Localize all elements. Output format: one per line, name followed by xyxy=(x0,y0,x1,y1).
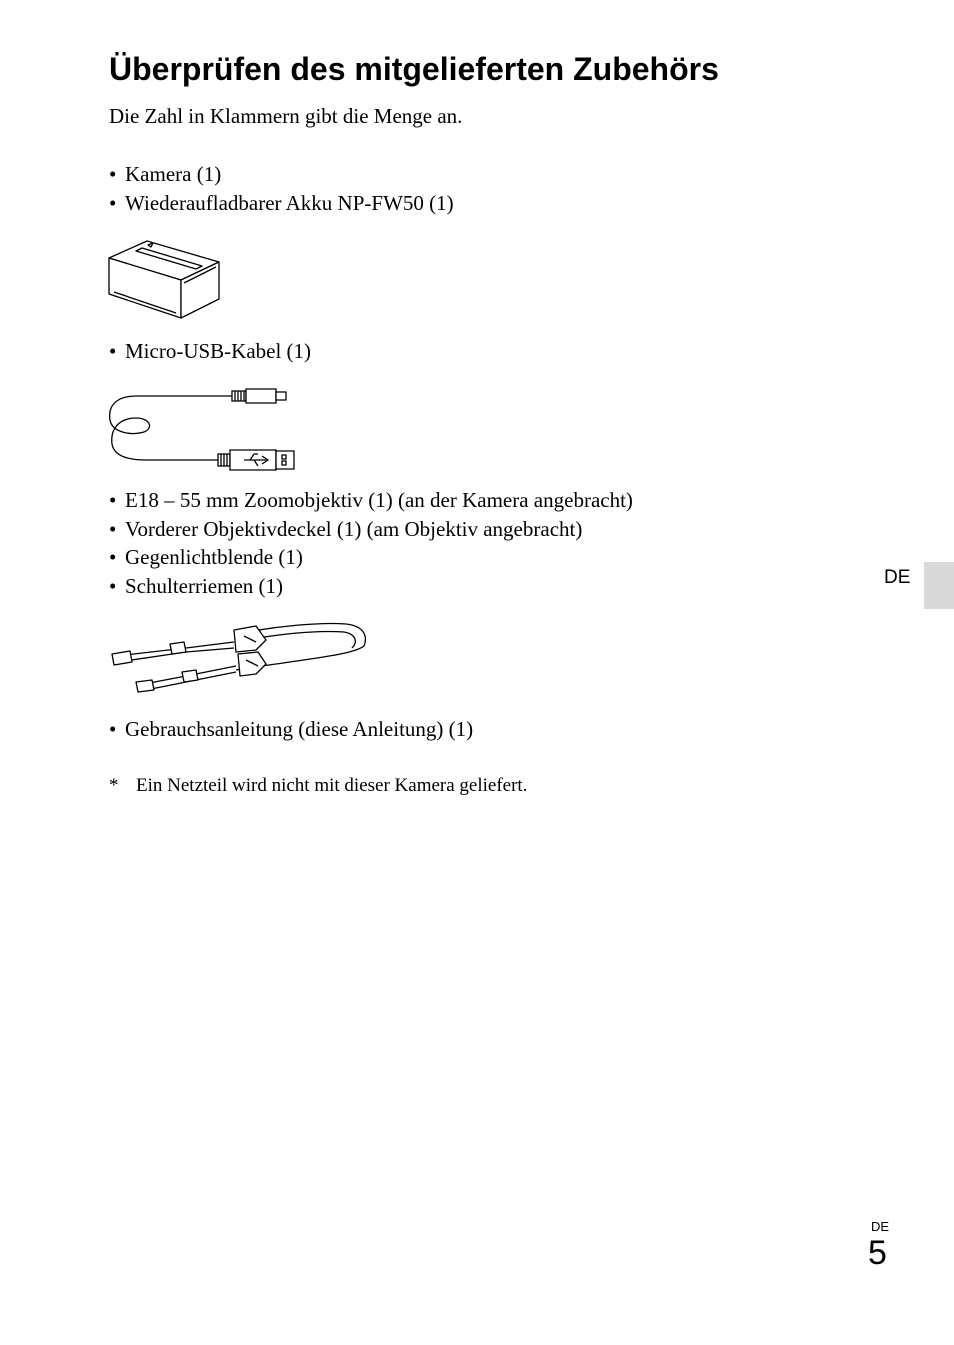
bullet: • xyxy=(109,574,117,598)
list-item-camera xyxy=(109,160,221,188)
footnote xyxy=(109,773,527,799)
list-item-label: Micro-USB-Kabel (1) xyxy=(125,339,312,363)
list-item-manual xyxy=(109,715,473,743)
bullet: • xyxy=(109,339,117,363)
list-item-label: Wiederaufladbarer Akku NP-FW50 (1) xyxy=(125,191,454,215)
battery-illustration xyxy=(106,236,226,324)
page-language-label: DE xyxy=(871,1219,890,1234)
page-number: 5 xyxy=(868,1234,887,1272)
footnote-text: Ein Netzteil wird nicht mit dieser Kamera geliefert. xyxy=(136,775,528,796)
side-tab-label: DE xyxy=(884,567,911,588)
list-item-strap xyxy=(109,572,283,600)
list-item-lens-cap xyxy=(109,515,582,543)
bullet: • xyxy=(109,488,117,512)
list-item-lens xyxy=(109,486,633,514)
bullet: • xyxy=(109,517,117,541)
list-item-label: Gebrauchsanleitung (diese Anleitung) (1) xyxy=(125,717,474,741)
list-item-label: Vorderer Objektivdeckel (1) (am Objektiv angebracht) xyxy=(125,517,583,541)
list-item-battery xyxy=(109,189,454,217)
bullet: • xyxy=(109,717,117,741)
list-item-label: Kamera (1) xyxy=(125,162,222,186)
usb-cable-illustration xyxy=(106,384,302,472)
shoulder-strap-illustration xyxy=(106,620,376,700)
page-heading: Überprüfen des mitgelieferten Zubehörs xyxy=(109,51,719,87)
list-item-usb-cable xyxy=(109,337,311,365)
intro-text: Die Zahl in Klammern gibt die Menge an. xyxy=(109,104,463,128)
bullet: • xyxy=(109,545,117,569)
list-item-label: Schulterriemen (1) xyxy=(125,574,284,598)
bullet: • xyxy=(109,162,117,186)
list-item-label: E18 – 55 mm Zoomobjektiv (1) (an der Kamera angebracht) xyxy=(125,488,633,512)
bullet: • xyxy=(109,191,117,215)
side-tab xyxy=(924,562,954,609)
footnote-mark: * xyxy=(109,775,119,796)
list-item-lens-hood xyxy=(109,543,303,571)
list-item-label: Gegenlichtblende (1) xyxy=(125,545,303,569)
